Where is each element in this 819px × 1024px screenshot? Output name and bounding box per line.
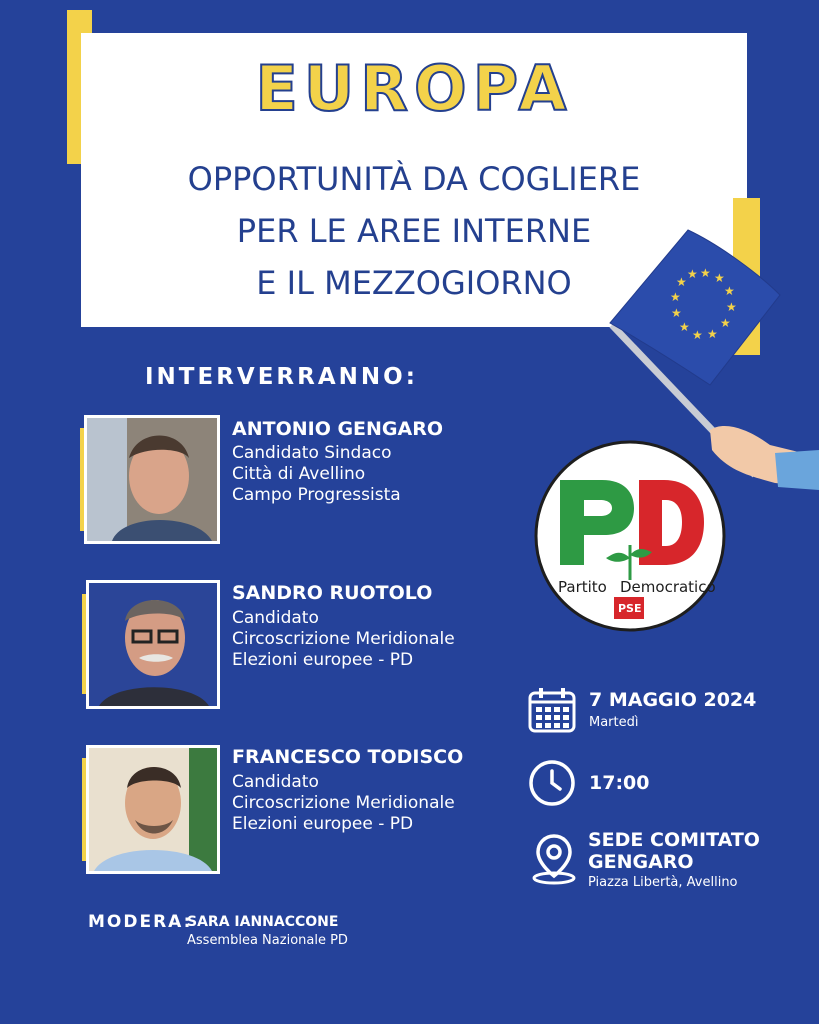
event-date: 7 MAGGIO 2024 bbox=[589, 689, 757, 711]
svg-text:★: ★ bbox=[676, 275, 687, 289]
moderator-name: SARA IANNACCONE bbox=[187, 914, 339, 930]
speaker-3-role-line-2: Circoscrizione Meridionale bbox=[232, 793, 455, 813]
pd-logo-text-democratico: Democratico bbox=[620, 578, 716, 596]
speaker-3-role-line-1: Candidato bbox=[232, 772, 319, 792]
speaker-1-role-line-2: Città di Avellino bbox=[232, 464, 366, 484]
speaker-2-role-line-1: Candidato bbox=[232, 608, 319, 628]
speaker-1-role bbox=[232, 443, 401, 506]
svg-text:★: ★ bbox=[687, 267, 698, 281]
moderator-label: MODERA: bbox=[88, 912, 193, 932]
svg-text:★: ★ bbox=[707, 327, 718, 341]
pd-logo bbox=[534, 440, 726, 632]
svg-text:★: ★ bbox=[724, 284, 735, 298]
speaker-2-photo bbox=[86, 580, 220, 709]
svg-text:★: ★ bbox=[726, 300, 737, 314]
pd-logo-text-pse: PSE bbox=[618, 602, 642, 615]
svg-text:★: ★ bbox=[679, 320, 690, 334]
subtitle-line-3: E IL MEZZOGIORNO bbox=[256, 264, 572, 302]
event-address: Piazza Libertà, Avellino bbox=[588, 875, 738, 890]
speaker-1-photo bbox=[84, 415, 220, 544]
location-pin-icon bbox=[530, 832, 578, 886]
speaker-1-name: ANTONIO GENGARO bbox=[232, 418, 444, 440]
page-title: EUROPA bbox=[255, 52, 573, 125]
speaker-2-role-line-2: Circoscrizione Meridionale bbox=[232, 629, 455, 649]
subtitle-line-1: OPPORTUNITÀ DA COGLIERE bbox=[187, 160, 641, 198]
event-venue-line-2: GENGARO bbox=[588, 851, 694, 873]
calendar-icon bbox=[527, 686, 577, 734]
event-time: 17:00 bbox=[589, 772, 650, 794]
speakers-heading: INTERVERRANNO: bbox=[145, 364, 418, 390]
subtitle-line-2: PER LE AREE INTERNE bbox=[236, 212, 592, 250]
clock-icon bbox=[528, 759, 576, 807]
speaker-2-role bbox=[232, 608, 455, 671]
moderator-role: Assemblea Nazionale PD bbox=[187, 933, 348, 948]
pd-logo-text-partito: Partito bbox=[558, 578, 607, 596]
speaker-2-name: SANDRO RUOTOLO bbox=[232, 582, 433, 604]
svg-text:★: ★ bbox=[700, 266, 711, 280]
event-venue-line-1: SEDE COMITATO bbox=[588, 829, 760, 851]
svg-text:★: ★ bbox=[671, 306, 682, 320]
svg-text:★: ★ bbox=[670, 290, 681, 304]
speaker-3-name: FRANCESCO TODISCO bbox=[232, 746, 464, 768]
event-weekday: Martedì bbox=[589, 715, 639, 730]
svg-text:★: ★ bbox=[692, 328, 703, 342]
speaker-3-role bbox=[232, 772, 455, 835]
speaker-3-role-line-3: Elezioni europee - PD bbox=[232, 814, 414, 834]
svg-text:★: ★ bbox=[714, 271, 725, 285]
speaker-1-role-line-3: Campo Progressista bbox=[232, 485, 401, 505]
speaker-2-role-line-3: Elezioni europee - PD bbox=[232, 650, 414, 670]
speaker-3-photo bbox=[86, 745, 220, 874]
svg-text:★: ★ bbox=[720, 316, 731, 330]
speaker-1-role-line-1: Candidato Sindaco bbox=[232, 443, 392, 463]
